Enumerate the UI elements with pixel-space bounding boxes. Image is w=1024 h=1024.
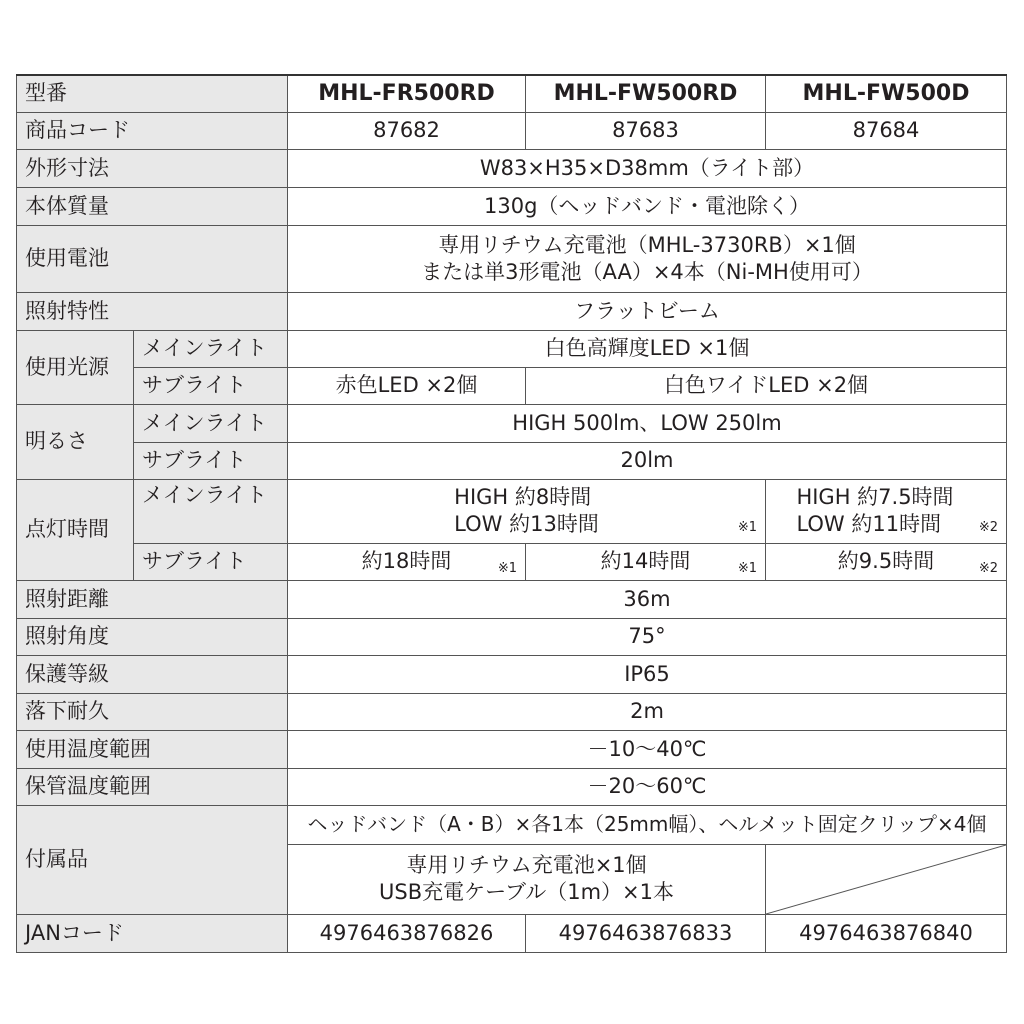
runtime-sub-1-note: ※1	[497, 560, 517, 576]
protection-value: IP65	[288, 655, 1007, 693]
row-jan	[17, 914, 1007, 952]
label-dimensions: 外形寸法	[17, 149, 288, 187]
model-2: MHL-FW500RD	[526, 75, 766, 112]
runtime-sub-3-note: ※2	[978, 560, 998, 576]
product-code-3: 87684	[766, 112, 1007, 149]
jan-3: 4976463876840	[766, 914, 1007, 952]
accessories-common-value: ヘッドバンド（A・B）×各1本（25mm幅）、ヘルメット固定クリップ×4個	[288, 805, 1007, 844]
row-battery	[17, 225, 1007, 292]
accessories-not-applicable	[766, 844, 1007, 914]
accessories-rechargeable-line-1: 専用リチウム充電池×1個	[406, 853, 647, 877]
runtime-main-a	[288, 479, 766, 543]
light-source-sub-value-2: 白色ワイドLED ×2個	[526, 367, 1007, 404]
light-source-sub-value-1: 赤色LED ×2個	[288, 367, 526, 404]
runtime-main-b	[766, 479, 1007, 543]
storage-temp-value: －20～60℃	[288, 768, 1007, 805]
label-protection: 保護等級	[17, 655, 288, 693]
runtime-main-label: メインライト	[134, 479, 288, 543]
product-code-1: 87682	[288, 112, 526, 149]
brightness-main-label: メインライト	[134, 404, 288, 442]
row-distance	[17, 580, 1007, 618]
row-drop	[17, 693, 1007, 730]
runtime-sub-3-value: 約9.5時間	[837, 549, 935, 573]
light-source-sub-label: サブライト	[134, 367, 288, 404]
jan-1: 4976463876826	[288, 914, 526, 952]
dimensions-value: W83×H35×D38mm（ライト部）	[288, 149, 1007, 187]
row-product-code	[17, 112, 1007, 149]
row-light-source-sub	[17, 367, 1007, 404]
runtime-main-b-line-1: HIGH 約7.5時間	[796, 485, 954, 509]
label-drop: 落下耐久	[17, 693, 288, 730]
model-3: MHL-FW500D	[766, 75, 1007, 112]
runtime-sub-1	[288, 543, 526, 580]
brightness-sub-label: サブライト	[134, 442, 288, 479]
label-jan: JANコード	[17, 914, 288, 952]
drop-value: 2m	[288, 693, 1007, 730]
runtime-sub-2-note: ※1	[737, 560, 757, 576]
label-light-source: 使用光源	[17, 330, 134, 404]
row-model	[17, 75, 1007, 112]
battery-line-1: 専用リチウム充電池（MHL-3730RB）×1個	[438, 232, 856, 257]
label-model: 型番	[17, 75, 288, 112]
light-source-main-value: 白色高輝度LED ×1個	[288, 330, 1007, 367]
runtime-sub-2-value: 約14時間	[600, 549, 691, 573]
runtime-main-a-note: ※1	[737, 519, 757, 535]
weight-value: 130g（ヘッドバンド・電池除く）	[288, 187, 1007, 225]
row-light-source-main	[17, 330, 1007, 367]
jan-2: 4976463876833	[526, 914, 766, 952]
label-accessories: 付属品	[17, 805, 288, 914]
spec-table	[16, 74, 1007, 953]
row-brightness-sub	[17, 442, 1007, 479]
battery-line-2: または単3形電池（AA）×4本（Ni-MH使用可）	[421, 259, 873, 284]
brightness-sub-value: 20lm	[288, 442, 1007, 479]
row-weight	[17, 187, 1007, 225]
row-operating-temp	[17, 730, 1007, 768]
row-protection	[17, 655, 1007, 693]
row-dimensions	[17, 149, 1007, 187]
row-angle	[17, 618, 1007, 655]
diagonal-slash-icon	[766, 845, 1006, 914]
runtime-sub-3	[766, 543, 1007, 580]
product-code-2: 87683	[526, 112, 766, 149]
accessories-rechargeable-line-2: USB充電ケーブル（1m）×1本	[379, 880, 674, 904]
runtime-main-a-line-2: LOW 約13時間	[454, 512, 599, 536]
light-source-main-label: メインライト	[134, 330, 288, 367]
row-brightness-main	[17, 404, 1007, 442]
battery-value	[288, 225, 1007, 292]
label-distance: 照射距離	[17, 580, 288, 618]
distance-value: 36m	[288, 580, 1007, 618]
accessories-rechargeable-value	[288, 844, 766, 914]
row-beam	[17, 292, 1007, 330]
label-operating-temp: 使用温度範囲	[17, 730, 288, 768]
runtime-main-a-line-1: HIGH 約8時間	[454, 485, 592, 509]
runtime-sub-label: サブライト	[134, 543, 288, 580]
label-runtime: 点灯時間	[17, 479, 134, 580]
row-runtime-sub	[17, 543, 1007, 580]
model-1: MHL-FR500RD	[288, 75, 526, 112]
runtime-sub-1-value: 約18時間	[361, 549, 452, 573]
label-battery: 使用電池	[17, 225, 288, 292]
row-runtime-main	[17, 479, 1007, 543]
beam-value: フラットビーム	[288, 292, 1007, 330]
label-product-code: 商品コード	[17, 112, 288, 149]
brightness-main-value: HIGH 500lm、LOW 250lm	[288, 404, 1007, 442]
label-storage-temp: 保管温度範囲	[17, 768, 288, 805]
row-accessories-common	[17, 805, 1007, 844]
label-weight: 本体質量	[17, 187, 288, 225]
runtime-main-b-line-2: LOW 約11時間	[796, 512, 942, 536]
runtime-main-b-note: ※2	[978, 519, 998, 535]
label-brightness: 明るさ	[17, 404, 134, 479]
operating-temp-value: －10～40℃	[288, 730, 1007, 768]
angle-value: 75°	[288, 618, 1007, 655]
runtime-sub-2	[526, 543, 766, 580]
label-beam: 照射特性	[17, 292, 288, 330]
row-storage-temp	[17, 768, 1007, 805]
label-angle: 照射角度	[17, 618, 288, 655]
